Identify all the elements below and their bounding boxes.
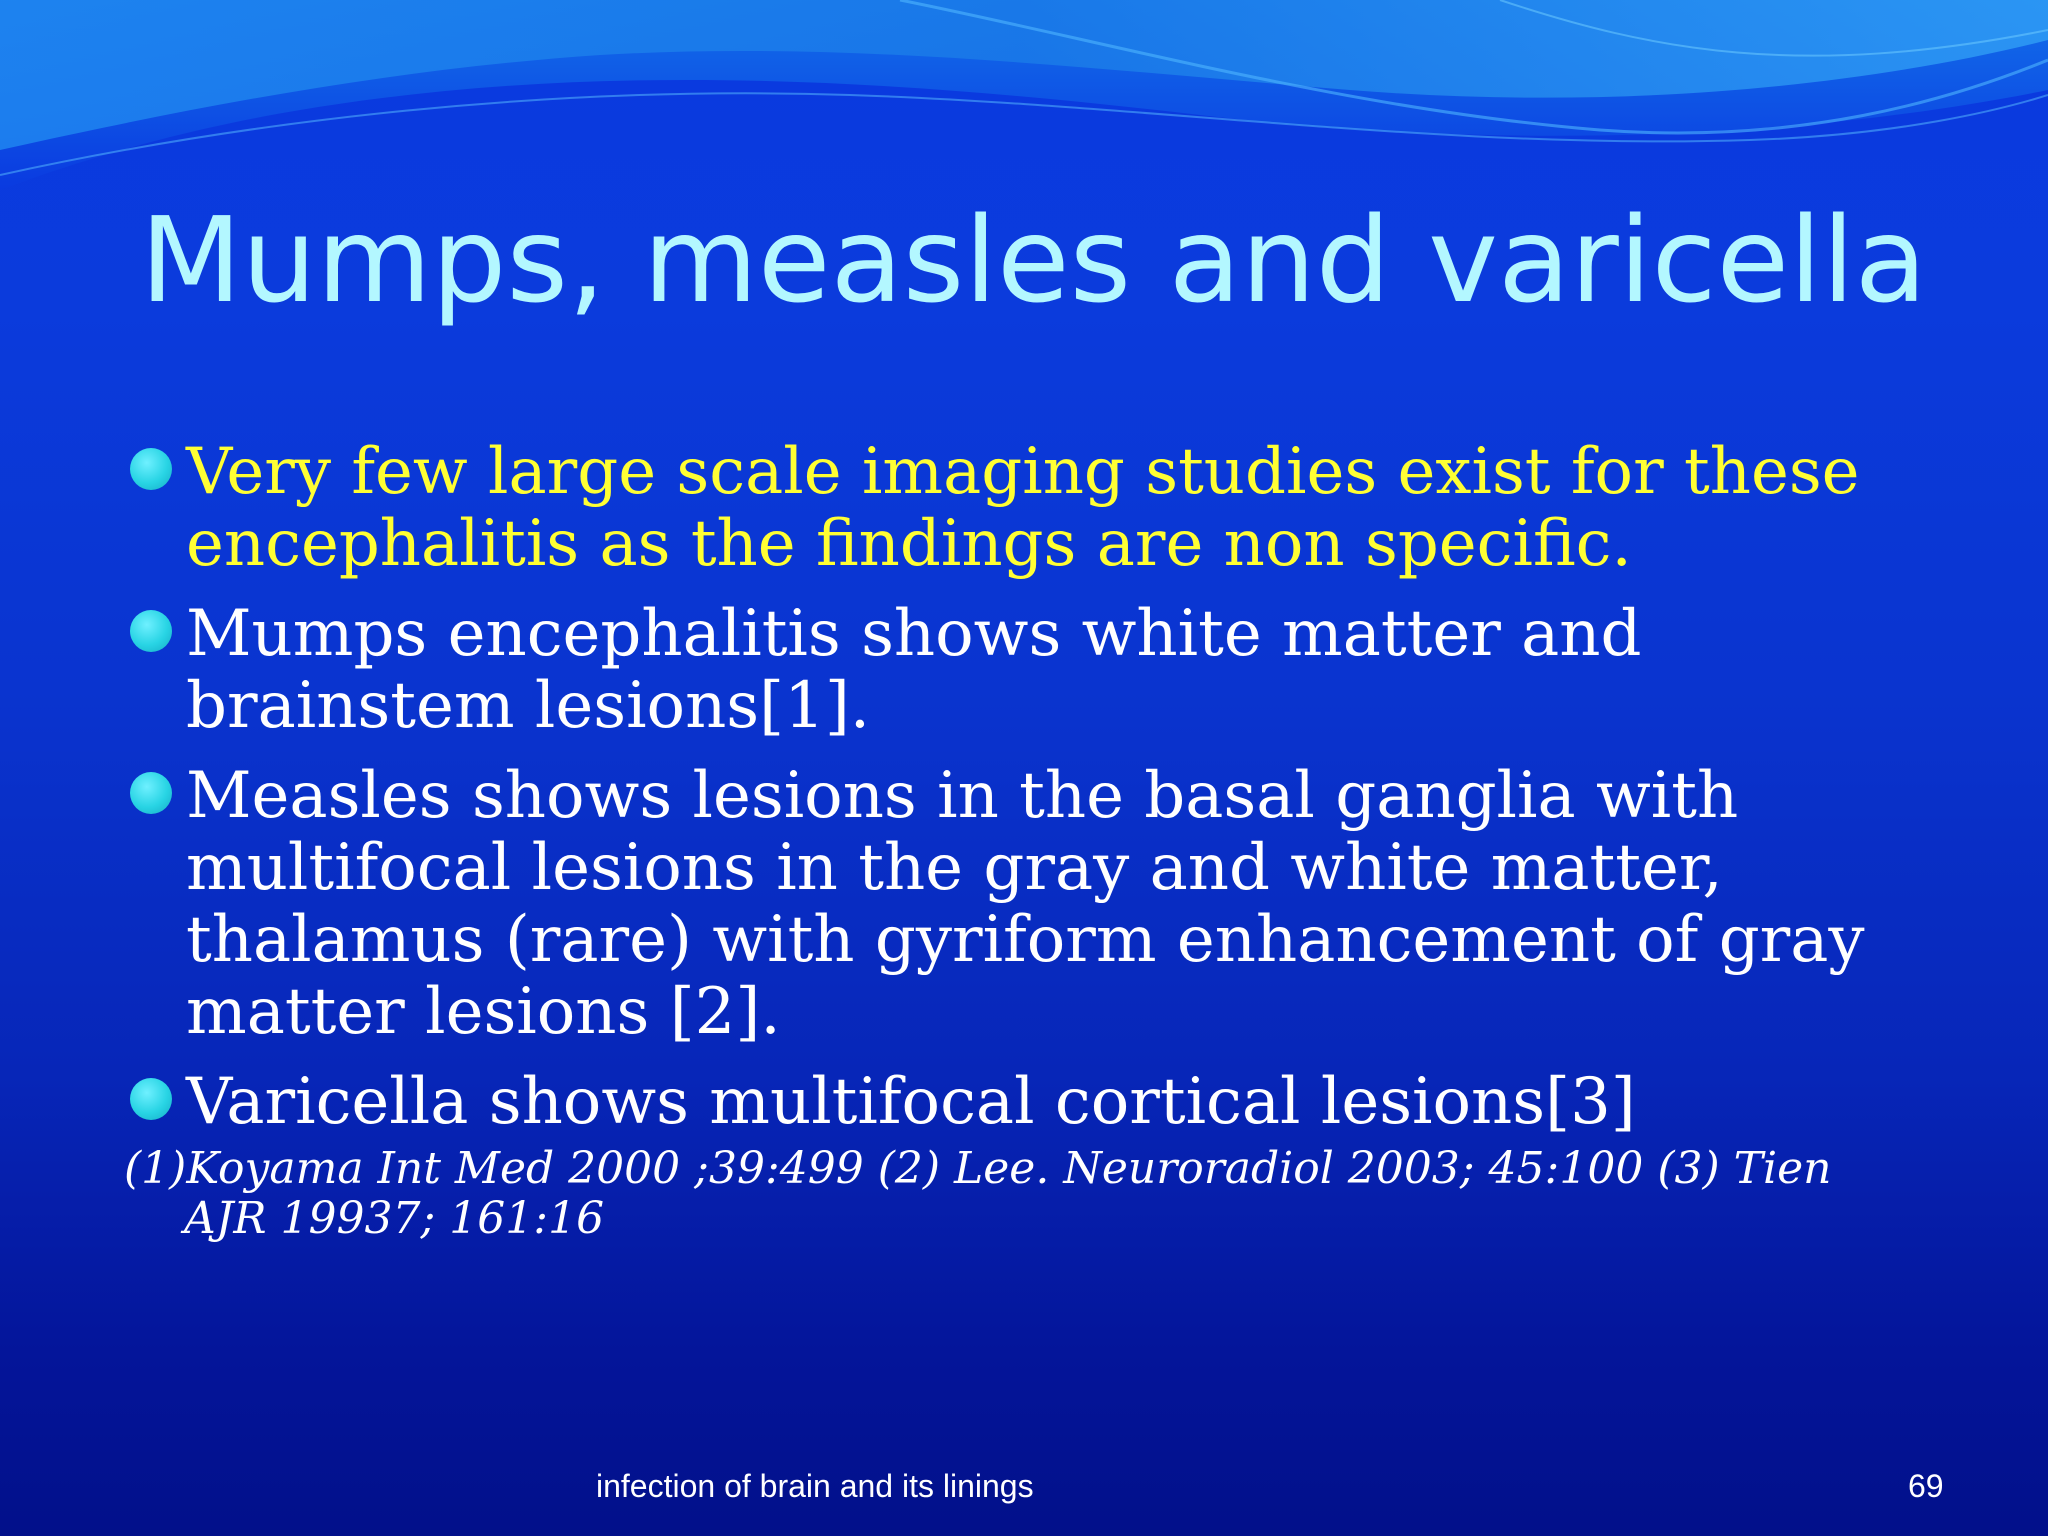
filled-circle-bullet-icon	[130, 772, 172, 814]
slide-footer: infection of brain and its linings	[596, 1468, 1034, 1504]
bullet-text: Very few large scale imaging studies exist for these encephalitis as the findings are non specific.	[186, 435, 1860, 581]
filled-circle-bullet-icon	[130, 448, 172, 490]
bullet-item	[126, 1066, 1926, 1138]
filled-circle-bullet-icon	[130, 1078, 172, 1120]
bullet-item	[126, 436, 1926, 580]
page-number: 69	[1908, 1468, 1944, 1504]
filled-circle-bullet-icon	[130, 610, 172, 652]
references-citation: (1)Koyama Int Med 2000 ;39:499 (2) Lee. Neuroradiol 2003; 45:100 (3) Tien AJR 19937; 161:16	[124, 1143, 1832, 1244]
bullet-text: Mumps encephalitis shows white matter and brainstem lesions[1].	[186, 597, 1642, 743]
bullet-list	[126, 436, 1926, 1156]
slide-title: Mumps, measles and varicella	[140, 191, 1927, 329]
bullet-item	[126, 760, 1926, 1048]
bullet-text: Varicella shows multifocal cortical lesions[3]	[186, 1065, 1636, 1139]
bullet-item	[126, 598, 1926, 742]
bullet-text: Measles shows lesions in the basal ganglia with multifocal lesions in the gray and white matter, thalamus (rare) with gyriform enhancement of gray matter lesions [2].	[186, 759, 1865, 1049]
